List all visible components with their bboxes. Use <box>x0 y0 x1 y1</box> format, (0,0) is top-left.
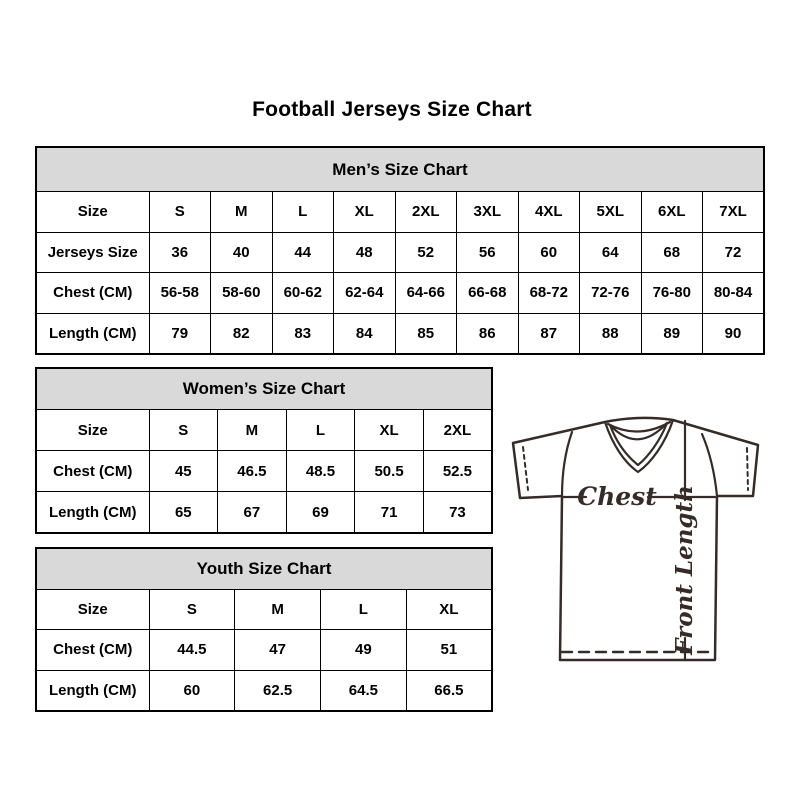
column-header-cell: L <box>321 589 407 630</box>
data-cell: 56 <box>457 232 519 273</box>
data-cell: 52.5 <box>423 451 492 492</box>
column-header-cell: XL <box>355 410 424 451</box>
youth-size-table <box>35 547 493 712</box>
column-header-cell: L <box>272 192 334 233</box>
table-row <box>36 670 492 711</box>
data-cell: 69 <box>286 492 355 534</box>
data-cell: 89 <box>641 313 703 354</box>
row-label-cell: Length (CM) <box>36 492 149 534</box>
table-row <box>36 313 764 354</box>
data-cell: 87 <box>518 313 580 354</box>
data-cell: 86 <box>457 313 519 354</box>
data-cell: 62.5 <box>235 670 321 711</box>
data-cell: 79 <box>149 313 211 354</box>
column-header-cell: 7XL <box>703 192 765 233</box>
data-cell: 68 <box>641 232 703 273</box>
size-corner-cell: Size <box>36 192 149 233</box>
left-sleeve-seam <box>562 432 572 496</box>
data-cell: 49 <box>321 630 407 671</box>
data-cell: 72 <box>703 232 765 273</box>
column-header-cell: 6XL <box>641 192 703 233</box>
column-header-cell: 2XL <box>423 410 492 451</box>
column-header-cell: XL <box>334 192 396 233</box>
row-label-cell: Chest (CM) <box>36 630 149 671</box>
data-cell: 85 <box>395 313 457 354</box>
data-cell: 90 <box>703 313 765 354</box>
data-cell: 45 <box>149 451 218 492</box>
data-cell: 60 <box>518 232 580 273</box>
column-header-cell: M <box>211 192 273 233</box>
table-row <box>36 492 492 534</box>
column-header-cell: S <box>149 410 218 451</box>
chest-label: Chest <box>577 482 657 511</box>
table-row <box>36 192 764 233</box>
data-cell: 66-68 <box>457 273 519 314</box>
table-title: Youth Size Chart <box>36 548 492 589</box>
row-label-cell: Length (CM) <box>36 670 149 711</box>
data-cell: 66.5 <box>406 670 492 711</box>
data-cell: 82 <box>211 313 273 354</box>
table-row <box>36 232 764 273</box>
size-corner-cell: Size <box>36 410 149 451</box>
data-cell: 52 <box>395 232 457 273</box>
column-header-cell: 5XL <box>580 192 642 233</box>
left-cuff-stitch-line <box>523 447 528 490</box>
data-cell: 71 <box>355 492 424 534</box>
data-cell: 64-66 <box>395 273 457 314</box>
row-label-cell: Jerseys Size <box>36 232 149 273</box>
row-label-cell: Length (CM) <box>36 313 149 354</box>
column-header-cell: 2XL <box>395 192 457 233</box>
jersey-measurement-diagram <box>495 390 795 690</box>
table-title: Women’s Size Chart <box>36 368 492 410</box>
column-header-cell: M <box>218 410 287 451</box>
table-row <box>36 630 492 671</box>
data-cell: 48 <box>334 232 396 273</box>
column-header-cell: S <box>149 192 211 233</box>
column-header-cell: 3XL <box>457 192 519 233</box>
womens-size-table <box>35 367 493 534</box>
data-cell: 83 <box>272 313 334 354</box>
data-cell: 65 <box>149 492 218 534</box>
data-cell: 51 <box>406 630 492 671</box>
front-length-label: Front Length <box>671 485 698 655</box>
data-cell: 44 <box>272 232 334 273</box>
column-header-cell: L <box>286 410 355 451</box>
data-cell: 62-64 <box>334 273 396 314</box>
column-header-cell: M <box>235 589 321 630</box>
column-header-cell: S <box>149 589 235 630</box>
data-cell: 67 <box>218 492 287 534</box>
data-cell: 72-76 <box>580 273 642 314</box>
right-sleeve-seam <box>702 434 717 496</box>
data-cell: 80-84 <box>703 273 765 314</box>
data-cell: 44.5 <box>149 630 235 671</box>
data-cell: 88 <box>580 313 642 354</box>
right-cuff-stitch-line <box>747 448 748 490</box>
table-row <box>36 273 764 314</box>
jersey-outline-shape <box>513 418 758 660</box>
data-cell: 50.5 <box>355 451 424 492</box>
table-row <box>36 589 492 630</box>
data-cell: 76-80 <box>641 273 703 314</box>
size-corner-cell: Size <box>36 589 149 630</box>
table-title: Men’s Size Chart <box>36 147 764 192</box>
table-row <box>36 410 492 451</box>
data-cell: 68-72 <box>518 273 580 314</box>
data-cell: 84 <box>334 313 396 354</box>
column-header-cell: XL <box>406 589 492 630</box>
page-title: Football Jerseys Size Chart <box>252 98 532 121</box>
row-label-cell: Chest (CM) <box>36 273 149 314</box>
data-cell: 64.5 <box>321 670 407 711</box>
mens-size-table <box>35 146 765 355</box>
data-cell: 36 <box>149 232 211 273</box>
data-cell: 60 <box>149 670 235 711</box>
data-cell: 60-62 <box>272 273 334 314</box>
data-cell: 58-60 <box>211 273 273 314</box>
data-cell: 48.5 <box>286 451 355 492</box>
row-label-cell: Chest (CM) <box>36 451 149 492</box>
data-cell: 46.5 <box>218 451 287 492</box>
column-header-cell: 4XL <box>518 192 580 233</box>
table-row <box>36 451 492 492</box>
data-cell: 47 <box>235 630 321 671</box>
data-cell: 73 <box>423 492 492 534</box>
data-cell: 56-58 <box>149 273 211 314</box>
data-cell: 40 <box>211 232 273 273</box>
data-cell: 64 <box>580 232 642 273</box>
